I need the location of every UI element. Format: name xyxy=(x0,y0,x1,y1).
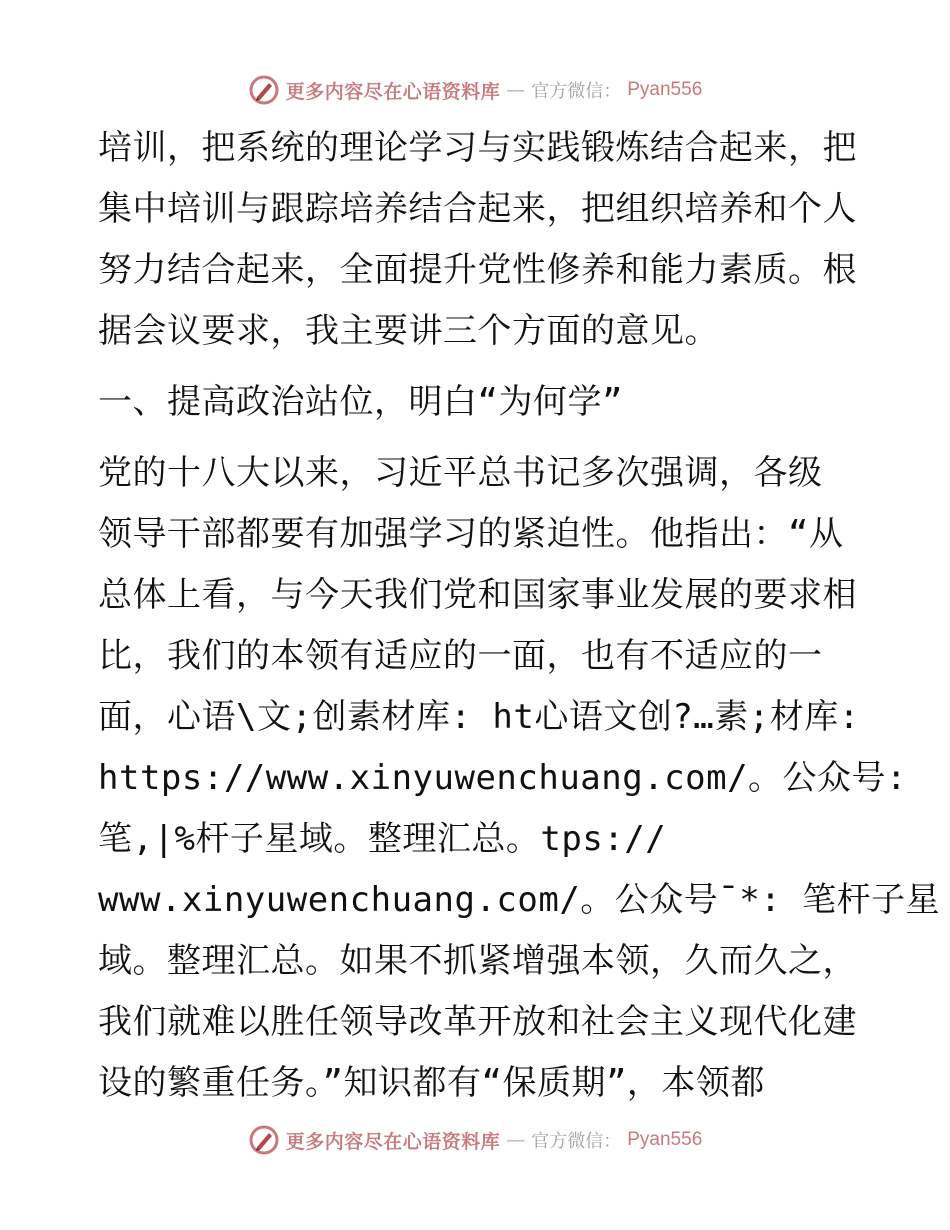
text-line: 我们就难以胜任领导改革开放和社会主义现代化建 xyxy=(98,1002,857,1042)
pen-circle-logo-icon xyxy=(248,1124,280,1156)
text-line: 设的繁重任务。”知识都有“保质期”，本领都 xyxy=(98,1063,765,1103)
header-brand xyxy=(248,74,703,106)
text-line: 面，心语\文;创素材库: ht心语文创?…素;材库: xyxy=(98,697,860,737)
text-line: 努力结合起来，全面提升党性修养和能力素质。根 xyxy=(98,250,857,290)
page-header xyxy=(0,70,950,110)
text-line: 培训，把系统的理论学习与实践锻炼结合起来，把 xyxy=(98,128,857,168)
document-body xyxy=(98,118,941,1114)
text-line: 集中培训与跟踪培养结合起来，把组织培养和个人 xyxy=(98,189,857,229)
header-separator: — xyxy=(506,79,526,101)
text-line: 总体上看，与今天我们党和国家事业发展的要求相 xyxy=(98,575,857,615)
text-line: 域。整理汇总。如果不抓紧增强本领，久而久之， xyxy=(98,941,857,981)
text-line: 比，我们的本领有适应的一面，也有不适应的一 xyxy=(98,636,823,676)
footer-wechat-label: 官方微信： xyxy=(531,1131,622,1152)
header-wechat-id: Pyan556 xyxy=(627,79,703,100)
text-line: 笔,|%杆子星域。整理汇总。tps:// xyxy=(98,819,667,859)
pen-circle-logo-icon xyxy=(248,74,280,106)
footer-separator: — xyxy=(506,1129,526,1151)
text-line: 党的十八大以来，习近平总书记多次强调，各级 xyxy=(98,453,823,493)
header-wechat-label: 官方微信： xyxy=(531,81,622,102)
footer-brand xyxy=(248,1124,703,1156)
text-line: https://www.xinyuwenchuang.com/。公众号: xyxy=(98,758,908,798)
text-line: 领导干部都要有加强学习的紧迫性。他指出：“从 xyxy=(98,514,844,554)
footer-brand-text: 更多内容尽在心语资料库 xyxy=(285,1130,501,1153)
text-line: 据会议要求，我主要讲三个方面的意见。 xyxy=(98,311,719,351)
text-line: www.xinyuwenchuang.com/。公众号¯*: 笔杆子星 xyxy=(98,880,941,920)
footer-wechat-id: Pyan556 xyxy=(627,1129,703,1150)
header-brand-text: 更多内容尽在心语资料库 xyxy=(285,80,501,103)
section-heading: 一、提高政治站位，明白“为何学” xyxy=(98,382,623,422)
page-footer xyxy=(0,1120,950,1160)
